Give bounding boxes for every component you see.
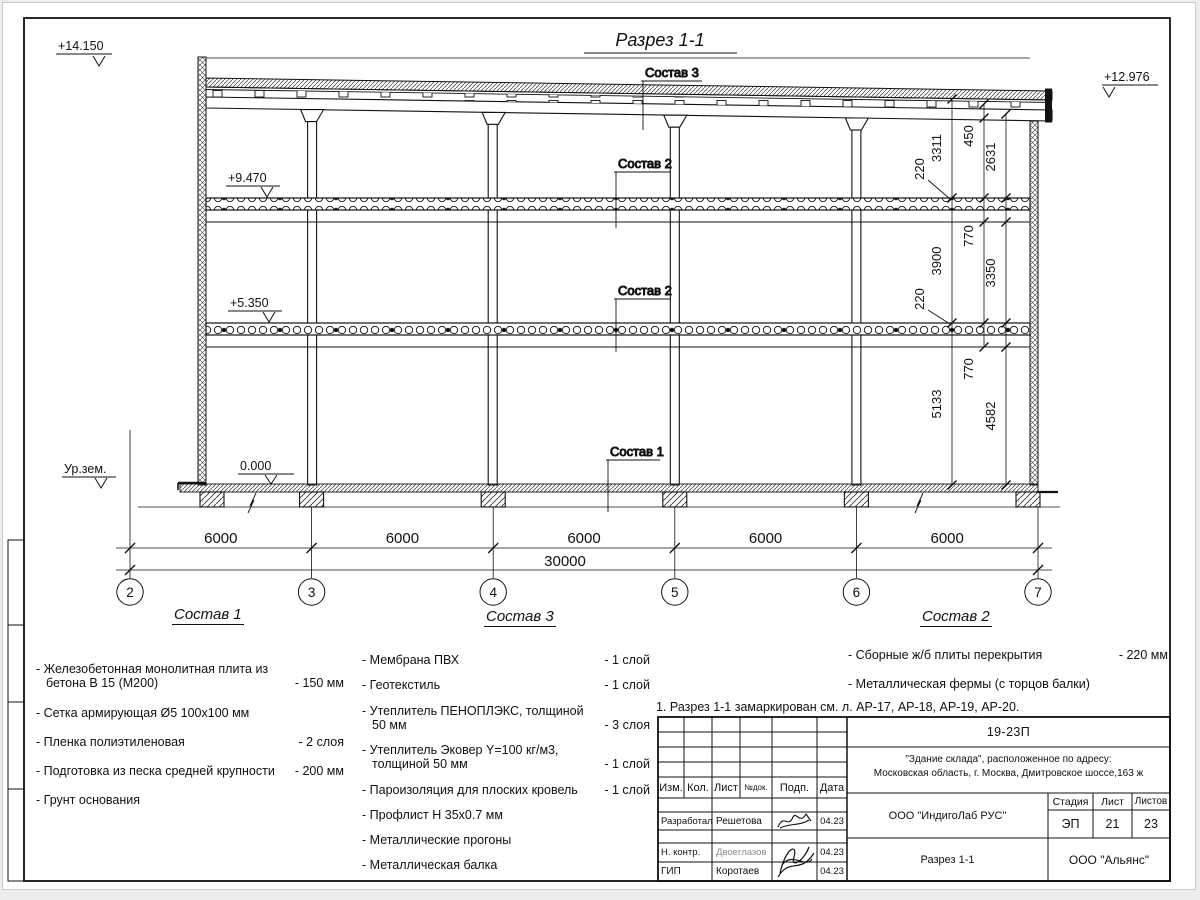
callout-sostav1 — [606, 444, 664, 512]
legend-item — [362, 833, 650, 847]
signature-developer — [778, 814, 811, 828]
grid-axes — [117, 579, 1051, 605]
tb-role-gip: ГИП — [661, 866, 681, 877]
elevation-floor — [238, 459, 294, 484]
right-wall — [1030, 121, 1038, 485]
legend-item — [362, 678, 650, 692]
legend-item — [362, 808, 650, 822]
dim-2631: 2631 — [983, 142, 998, 172]
callout-label: Состав 1 — [610, 444, 664, 459]
legend-sostav2 — [848, 648, 1168, 707]
dim-bay-4: 6000 — [748, 530, 783, 547]
callout-label: Состав 2 — [618, 283, 672, 298]
legend-title-sostav1: Состав 1 — [174, 606, 242, 623]
dim-770-upper: 770 — [961, 225, 976, 247]
elevation-value: +12.976 — [1104, 70, 1150, 84]
tb-sheets-label: Листов — [1134, 796, 1168, 807]
legend-item — [848, 677, 1168, 691]
tb-object-line2: Московская область, г. Москва, Дмитровское шоссе,163 ж — [873, 767, 1144, 779]
legend-item-name: - Утеплитель Эковер Y=100 кг/м3, толщиной 50 мм — [362, 743, 559, 772]
tb-col-ndok: №док. — [744, 783, 768, 792]
tb-date-gip: 04.23 — [820, 866, 844, 877]
elevation-roof-right — [1102, 70, 1158, 97]
columns — [308, 122, 861, 485]
elevation-value: Ур.зем. — [64, 462, 107, 476]
dim-bay-2: 6000 — [385, 530, 420, 547]
legend-item — [362, 743, 650, 772]
legend-item — [362, 858, 650, 872]
axis-bubble-2: 2 — [126, 585, 134, 600]
legend-item-value: - 1 слой — [604, 678, 650, 693]
tb-col-data: Дата — [819, 781, 845, 794]
section-structure — [138, 57, 1060, 513]
tb-col-list: Лист — [714, 781, 738, 794]
tb-sheets-value: 23 — [1144, 817, 1158, 831]
bottom-dimensions — [116, 430, 1052, 578]
sheet-note: 1. Разрез 1-1 замаркирован см. л. АР-17, АР-18, АР-19, АР-20. — [656, 700, 1020, 714]
legend-item-value: - 200 мм — [294, 764, 344, 778]
legend-item — [362, 653, 650, 667]
elevation-ground-level — [62, 462, 116, 488]
dim-4582: 4582 — [983, 401, 998, 431]
legend-item-name: - Металлическая балка — [362, 858, 498, 873]
legend-item-value: - 1 слой — [604, 782, 650, 797]
tb-name-gip: Коротаев — [716, 866, 760, 877]
tb-col-izm: Изм. — [659, 781, 683, 794]
dim-3350: 3350 — [983, 258, 998, 288]
legend-sostav3 — [362, 653, 650, 884]
legend-item — [36, 706, 344, 720]
dim-3311: 3311 — [929, 134, 944, 162]
tb-stage-label: Стадия — [1052, 795, 1089, 808]
dim-770-lower: 770 — [961, 358, 976, 380]
tb-name-developer: Решетова — [716, 815, 762, 827]
left-wall — [198, 57, 206, 485]
tb-name-ncontrol: Двоеглазов — [716, 847, 767, 858]
ground-line — [138, 493, 1060, 513]
legend-item-name: - Утеплитель ПЕНОПЛЭКС, толщиной 50 мм — [362, 703, 584, 732]
elevation-value: +9.470 — [228, 171, 267, 185]
axis-bubble-6: 6 — [852, 585, 861, 600]
tb-col-podp: Подп. — [779, 781, 810, 794]
legend-item-name: - Металлическая фермы (с торцов балки) — [848, 677, 1090, 692]
legend-item-value: - 1 слой — [604, 757, 650, 772]
vertical-dimensions — [912, 95, 1011, 490]
tb-doc-number: 19-23П — [986, 725, 1031, 739]
tb-sheet-label: Лист — [1101, 795, 1124, 808]
tb-drawing-title: Разрез 1-1 — [920, 853, 975, 866]
elevation-value: 0.000 — [240, 459, 272, 473]
legend-item-name: - Геотекстиль — [362, 678, 441, 693]
dim-220-upper: 220 — [912, 158, 927, 180]
legend-item-value: - 1 слой — [604, 653, 650, 667]
callout-label: Состав 2 — [618, 156, 672, 171]
beam-end-plate — [1045, 89, 1052, 123]
legend-item-value: - 3 слоя — [604, 717, 650, 732]
elevation-roof-left — [56, 39, 112, 66]
dim-5133: 5133 — [929, 389, 944, 419]
legend-item-name: - Железобетонная монолитная плита из бетона В 15 (М200) — [36, 662, 269, 691]
legend-sostav1 — [36, 662, 344, 823]
legend-item-name: - Пленка полиэтиленовая — [36, 734, 185, 749]
axis-bubble-7: 7 — [1034, 585, 1042, 600]
drawing-header — [584, 30, 737, 53]
elevation-value: +14.150 — [58, 39, 104, 53]
dim-bay-1: 6000 — [204, 530, 238, 547]
legend-item-value: - 2 слоя — [298, 734, 344, 749]
legend-item-value: - 220 мм — [1118, 648, 1168, 662]
elevation-value: +5.350 — [230, 296, 269, 310]
legend-title-sostav2: Состав 2 — [922, 608, 990, 625]
legend-title-sostav3: Состав 3 — [486, 608, 554, 625]
legend-item-name: - Пароизоляция для плоских кровель — [362, 782, 578, 797]
dim-220-lower: 220 — [912, 288, 927, 310]
dim-bay-3: 6000 — [567, 530, 601, 547]
dim-bay-5: 6000 — [930, 530, 964, 547]
axis-bubble-3: 3 — [307, 585, 316, 600]
callout-sostav2-upper — [614, 156, 672, 228]
ground-floor — [178, 483, 1058, 492]
legend-item — [848, 648, 1168, 662]
tb-company: ООО "Альянс" — [1068, 852, 1150, 867]
dim-total: 30000 — [544, 553, 586, 570]
composition-callouts — [606, 65, 702, 512]
tb-col-kol: Кол. — [687, 781, 709, 794]
legend-item-name: - Грунт основания — [36, 793, 141, 808]
legend-item — [36, 735, 344, 749]
legend-item-name: - Сетка армирующая Ø5 100х100 мм — [36, 705, 250, 720]
tb-role-developer: Разработал — [661, 815, 713, 827]
legend-item-name: - Металлические прогоны — [362, 833, 512, 847]
axis-bubble-5: 5 — [671, 585, 679, 600]
legend-item-name: - Сборные ж/б плиты перекрытия — [848, 648, 1043, 662]
tb-date-developer: 04.23 — [820, 815, 844, 827]
legend-item-name: - Мембрана ПВХ — [362, 653, 460, 667]
tb-date-ncontrol: 04.23 — [820, 847, 844, 858]
legend-item — [36, 764, 344, 778]
section-title: Разрез 1-1 — [615, 30, 705, 50]
dim-3900: 3900 — [929, 246, 944, 276]
tb-stage-value: ЭП — [1061, 817, 1080, 831]
elevation-slab-lower — [228, 296, 282, 322]
tb-designer-org: ООО "ИндигоЛаб РУС" — [888, 809, 1007, 822]
legend-item-value: - 150 мм — [294, 676, 344, 691]
legend-item-name: - Подготовка из песка средней крупности — [36, 764, 275, 778]
tb-object-line1: "Здание склада", расположенное по адресу: — [905, 753, 1112, 765]
tb-sheet-value: 21 — [1105, 817, 1120, 831]
legend-item — [362, 783, 650, 797]
axis-bubble-4: 4 — [489, 585, 497, 600]
floor-slabs — [206, 198, 1030, 347]
legend-item — [36, 662, 344, 691]
tb-role-ncontrol: Н. контр. — [661, 847, 701, 858]
elevation-slab-upper — [226, 171, 280, 197]
legend-item — [36, 793, 344, 807]
legend-item-name: - Профлист Н 35х0.7 мм — [362, 807, 503, 822]
legend-item — [362, 704, 650, 733]
signatures — [778, 814, 814, 877]
callout-label: Состав 3 — [645, 65, 699, 80]
callout-sostav2-lower — [614, 283, 672, 352]
footings — [200, 492, 1040, 507]
dim-450: 450 — [961, 125, 976, 147]
